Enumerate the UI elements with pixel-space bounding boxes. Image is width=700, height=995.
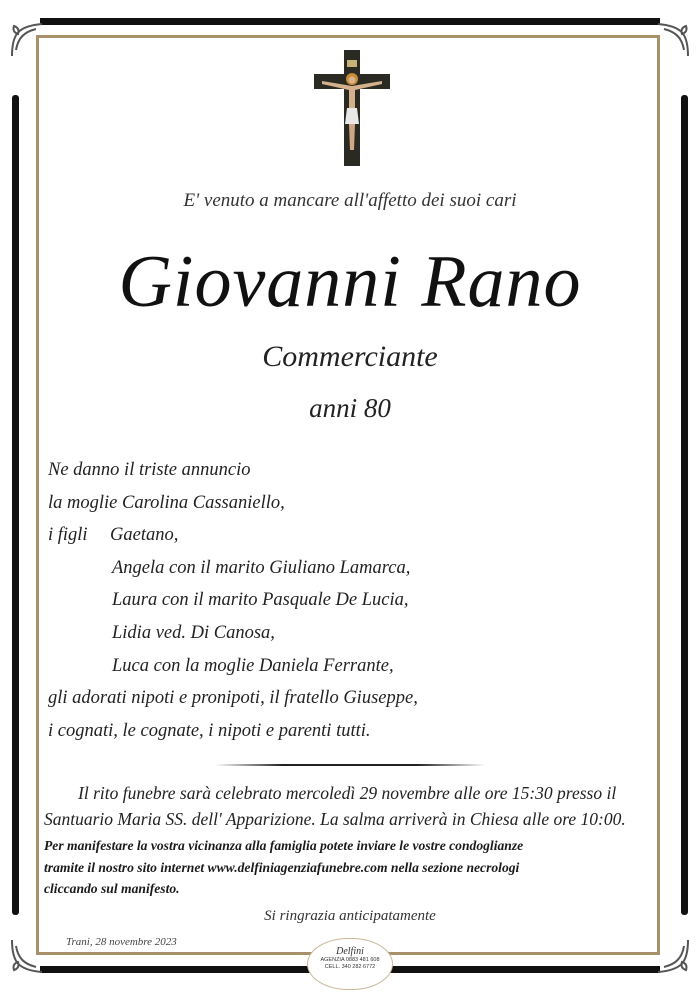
condolences-line: tramite il nostro sito internet www.delfiniagenziafunebre.com nella sezione necrologi [44,859,520,875]
child-entry: Laura con il marito Pasquale De Lucia, [112,590,409,611]
deceased-name: Giovanni Rano [118,241,582,323]
deceased-age: anni 80 [309,393,391,423]
announcement-line: Ne danno il triste annuncio [48,460,251,480]
rite-line: Santuario Maria SS. dell' Apparizione. La salma arriverà in Chiesa alle ore 10:00. [44,809,626,829]
announcement-line: la moglie Carolina Cassaniello, [48,492,285,513]
place-date: Trani, 28 novembre 2023 [66,936,177,948]
frame-left-bar [12,95,19,915]
child-entry: Angela con il marito Giuliano Lamarca, [112,557,411,578]
children-label: i figli [48,525,88,546]
corner-ornament-icon [8,936,48,976]
agency-mobile: CELL. 340 282 6772 [324,964,376,970]
child-entry: Lidia ved. Di Canosa, [112,622,275,643]
crucifix-icon [312,48,392,168]
corner-ornament-icon [652,936,692,976]
agency-name: Delfini [336,946,364,957]
announcement-line: i cognati, le cognate, i nipoti e parenti tutti. [48,720,371,741]
intro-text: E' venuto a mancare all'affetto dei suoi cari [183,190,517,211]
thanks-text: Si ringrazia anticipatamente [264,908,436,924]
condolences-note [44,835,664,900]
frame-top-bar [40,18,660,25]
announcement [48,455,648,748]
deceased-profession: Commerciante [262,340,438,373]
condolences-line: Per manifestare la vostra vicinanza alla famiglia potete inviare le vostre condoglianze [44,838,524,853]
agency-logo [307,938,393,990]
corner-ornament-icon [652,20,692,60]
child-entry: Gaetano, [110,525,179,546]
frame-right-bar [681,95,688,915]
child-entry: Luca con la moglie Daniela Ferrante, [112,655,394,676]
corner-ornament-icon [8,20,48,60]
announcement-line: gli adorati nipoti e pronipoti, il fratello Giuseppe, [48,688,418,709]
funeral-rite [44,780,664,832]
condolences-line: cliccando sul manifesto. [44,881,180,896]
children-line [48,520,648,553]
rite-line: Il rito funebre sarà celebrato mercoledì 29 novembre alle ore 15:30 presso il [78,783,617,803]
agency-phone: AGENZIA 0883 481 608 [320,957,380,963]
divider [215,764,485,766]
